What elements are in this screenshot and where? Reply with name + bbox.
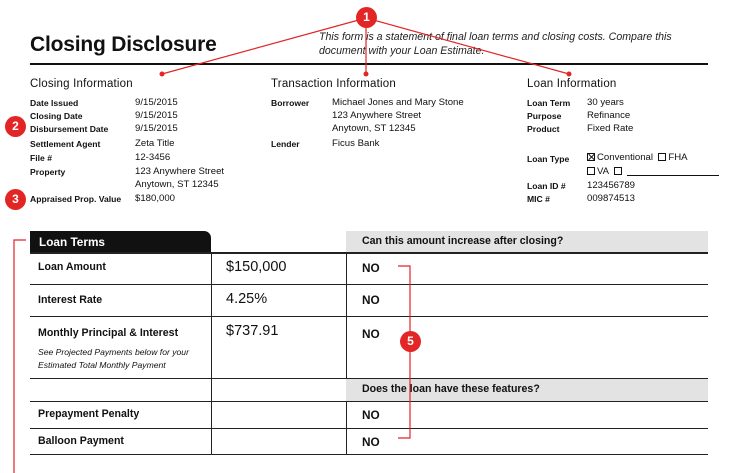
purpose-value: Refinance [587,110,631,121]
interest-rate-value: 4.25% [226,291,268,307]
other-blank-line [627,175,719,176]
va-checkbox-icon[interactable] [587,167,595,175]
prepayment-penalty-label: Prepayment Penalty [38,408,140,420]
date-issued-value: 9/15/2015 [135,97,178,108]
row-rule [30,401,708,402]
transaction-information-heading: Transaction Information [271,78,396,90]
row-rule [30,316,708,317]
lender-value: Ficus Bank [332,138,380,149]
property-street: 123 Anywhere Street [135,166,225,177]
loan-term-label: Loan Term [527,98,571,108]
mic-value: 009874513 [587,193,636,204]
balloon-payment-label: Balloon Payment [38,435,124,447]
loan-term-value: 30 years [587,97,624,108]
loan-id-label: Loan ID # [527,181,566,191]
property-city: Anytown, ST 12345 [135,179,219,190]
header-rule [30,63,708,65]
closing-date-value: 9/15/2015 [135,110,178,121]
fha-checkbox-icon[interactable] [658,153,666,161]
disbursement-date-value: 9/15/2015 [135,123,178,134]
loan-amount-answer: NO [362,261,380,275]
table-bottom-rule [30,454,708,455]
loan-id-value: 123456789 [587,180,636,191]
loan-amount-label: Loan Amount [38,261,106,273]
mic-label: MIC # [527,194,550,204]
callout-dot [364,72,369,77]
borrower-name: Michael Jones and Mary Stone [332,97,464,108]
loan-type-options [587,152,719,177]
file-number-value: 12-3456 [135,152,171,163]
other-checkbox-icon[interactable] [614,167,622,175]
conventional-checkbox-icon[interactable] [587,153,595,161]
callout-dot [160,72,165,77]
interest-rate-label: Interest Rate [38,294,103,306]
interest-rate-answer: NO [362,293,380,307]
callout-dot [567,72,572,77]
va-label: VA [597,166,609,177]
borrower-street: 123 Anywhere Street [332,110,422,121]
settlement-agent-value: Zeta Title [135,138,175,149]
loan-type-label: Loan Type [527,154,570,164]
loan-type-row-1 [587,152,719,163]
appraised-value-label: Appraised Prop. Value [30,194,122,204]
callout-badge-2: 2 [5,116,26,137]
loan-type-row-2 [587,166,719,177]
borrower-city: Anytown, ST 12345 [332,123,416,134]
callout-bracket-answers [398,266,410,438]
row-rule [30,284,708,285]
callout-bracket-loan-terms [14,240,26,473]
borrower-label: Borrower [271,98,310,108]
increase-question-band: Can this amount increase after closing? [346,231,708,253]
appraised-value: $180,000 [135,193,176,204]
callout-badge-5: 5 [400,331,421,352]
row-rule [30,428,708,429]
prepayment-penalty-answer: NO [362,408,380,422]
table-top-rule [30,252,708,254]
intro-text: This form is a statement of final loan terms and closing costs. Compare this document with your Loan Estimate. [319,31,672,57]
monthly-payment-note-1: See Projected Payments below for your [38,347,189,357]
monthly-payment-note-2: Estimated Total Monthly Payment [38,360,166,370]
date-issued-label: Date Issued [30,98,79,108]
product-label: Product [527,124,560,134]
conventional-label: Conventional [597,152,654,163]
fha-label: FHA [668,152,688,163]
page-title: Closing Disclosure [30,33,217,56]
product-value: Fixed Rate [587,123,634,134]
purpose-label: Purpose [527,111,562,121]
balloon-payment-answer: NO [362,435,380,449]
closing-information-heading: Closing Information [30,78,133,90]
file-number-label: File # [30,153,52,163]
closing-date-label: Closing Date [30,111,83,121]
monthly-payment-label: Monthly Principal & Interest [38,327,179,339]
features-question-band: Does the loan have these features? [346,379,708,401]
monthly-payment-answer: NO [362,327,380,341]
monthly-payment-value: $737.91 [226,323,279,339]
loan-terms-tab: Loan Terms [30,231,211,253]
lender-label: Lender [271,139,300,149]
settlement-agent-label: Settlement Agent [30,139,101,149]
loan-amount-value: $150,000 [226,259,287,275]
disbursement-date-label: Disbursement Date [30,124,109,134]
loan-information-heading: Loan Information [527,78,617,90]
callout-badge-1: 1 [356,7,377,28]
callout-badge-3: 3 [5,189,26,210]
property-label: Property [30,167,66,177]
row-rule [30,378,708,379]
